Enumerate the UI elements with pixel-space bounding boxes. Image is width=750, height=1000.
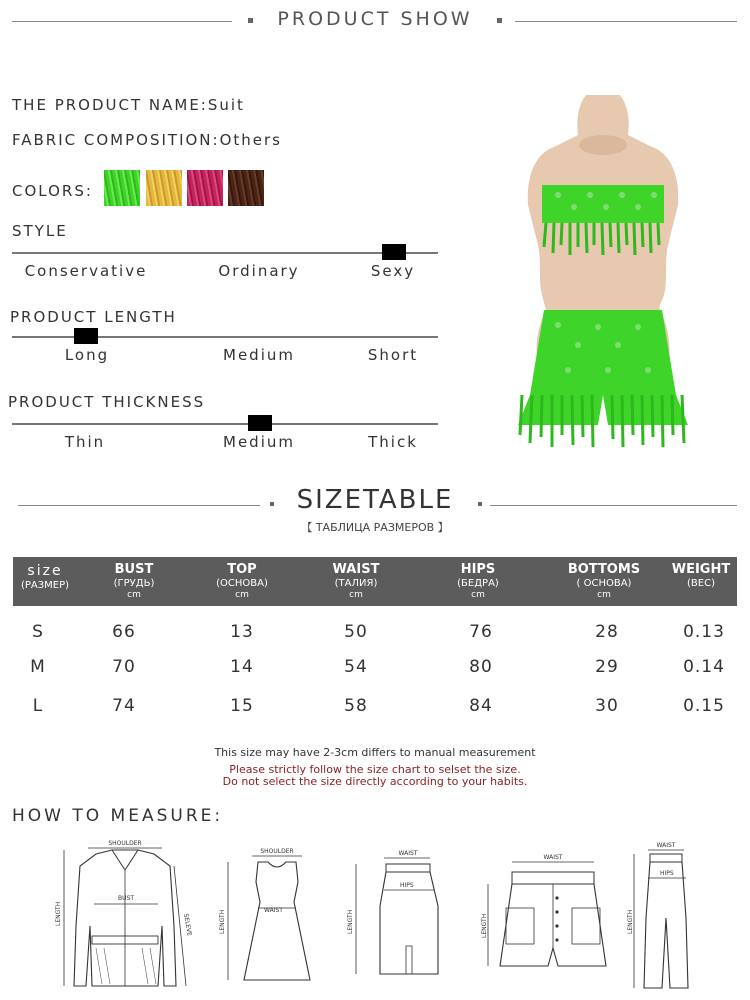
color-swatch-green[interactable] [104,170,140,206]
label-waist: WAIST [543,854,563,861]
cell-size: S [32,622,44,642]
skirt-diagram [340,846,450,992]
style-option-ordinary: Ordinary [218,262,300,280]
label-sleeve: SELEVE [182,913,193,937]
cell-bottoms: 28 [595,622,619,642]
header-square-right [497,18,502,23]
shorts-diagram [478,848,618,978]
style-selected-marker [382,244,406,260]
col-bust: BUST (ГРУДЬ) cm [113,562,155,600]
pants-diagram [622,838,702,994]
cell-waist: 58 [344,696,368,716]
cell-waist: 50 [344,622,368,642]
color-swatch-brown[interactable] [228,170,264,206]
cell-top: 13 [230,622,254,642]
cell-bottoms: 30 [595,696,619,716]
colors-label: COLORS: [12,182,93,200]
label-bust: BUST [118,895,134,902]
thickness-option-thin: Thin [64,433,106,451]
thickness-selected-marker [248,415,272,431]
cell-top: 14 [230,657,254,677]
sizetable-subtitle: 【 ТАБЛИЦА РАЗМЕРОВ 】 [301,521,449,534]
cell-weight: 0.14 [683,657,725,677]
how-to-measure-title: HOW TO MEASURE: [12,806,224,826]
thickness-option-thick: Thick [368,433,418,451]
style-title: STYLE [12,222,68,240]
length-option-medium: Medium [223,346,295,364]
color-swatch-pink[interactable] [187,170,223,206]
cell-hips: 84 [469,696,493,716]
size-table-header [13,557,737,606]
cell-bust: 74 [112,696,136,716]
jacket-diagram [46,836,196,994]
col-bottoms: BOTTOMS ( ОСНОВА) cm [567,562,641,600]
style-option-conservative: Conservative [24,262,148,280]
label-length: LENGTH [347,909,354,934]
color-swatch-yellow[interactable] [146,170,182,206]
sizetable-rule-right [490,505,737,506]
page-title: PRODUCT SHOW [277,8,473,30]
cell-size: L [32,696,44,716]
sizetable-square-right [478,502,482,506]
col-weight: WEIGHT (ВЕС) [671,562,731,589]
size-warning-2: Do not select the size directly according to your habits. [222,775,528,788]
style-scale-line [12,252,438,254]
label-hips: HIPS [660,870,674,877]
size-warning-1: Please strictly follow the size chart to selset the size. [229,763,521,776]
label-hips: HIPS [400,882,414,889]
sizetable-title: SIZETABLE [296,485,454,515]
length-selected-marker [74,328,98,344]
label-shoulder: SHOULDER [260,848,294,855]
thickness-option-medium: Medium [223,433,295,451]
label-length: LENGTH [627,909,634,934]
cell-bust: 70 [112,657,136,677]
label-waist: WAIST [656,842,676,849]
style-option-sexy: Sexy [370,262,416,280]
col-waist: WAIST (ТАЛИЯ) cm [332,562,380,600]
cell-bottoms: 29 [595,657,619,677]
header-rule-right [515,21,737,22]
thickness-title: PRODUCT THICKNESS [8,393,206,411]
length-title: PRODUCT LENGTH [10,308,177,326]
fabric-composition: FABRIC COMPOSITION:Others [12,131,282,149]
length-option-long: Long [64,346,110,364]
col-hips: HIPS (БЕДРА) cm [457,562,499,600]
cell-size: M [30,657,46,677]
label-shoulder: SHOULDER [108,840,142,847]
cell-top: 15 [230,696,254,716]
label-waist: WAIST [398,850,418,857]
label-length: LENGTH [481,913,488,938]
dress-diagram [214,842,314,992]
product-photo [508,95,698,467]
cell-bust: 66 [112,622,136,642]
col-top: TOP (ОСНОВА) cm [216,562,268,600]
label-waist: WAIST [264,907,283,914]
length-option-short: Short [367,346,419,364]
thickness-scale-line [12,423,438,425]
cell-weight: 0.15 [683,696,725,716]
cell-waist: 54 [344,657,368,677]
label-length: LENGTH [219,909,226,934]
cell-weight: 0.13 [683,622,725,642]
product-name: THE PRODUCT NAME:Suit [12,96,245,114]
cell-hips: 76 [469,622,493,642]
cell-hips: 80 [469,657,493,677]
col-size: size (РАЗМЕР) [20,563,70,591]
measurement-note: This size may have 2-3cm differs to manual measurement [214,746,536,759]
label-length: LENGTH [55,901,62,926]
